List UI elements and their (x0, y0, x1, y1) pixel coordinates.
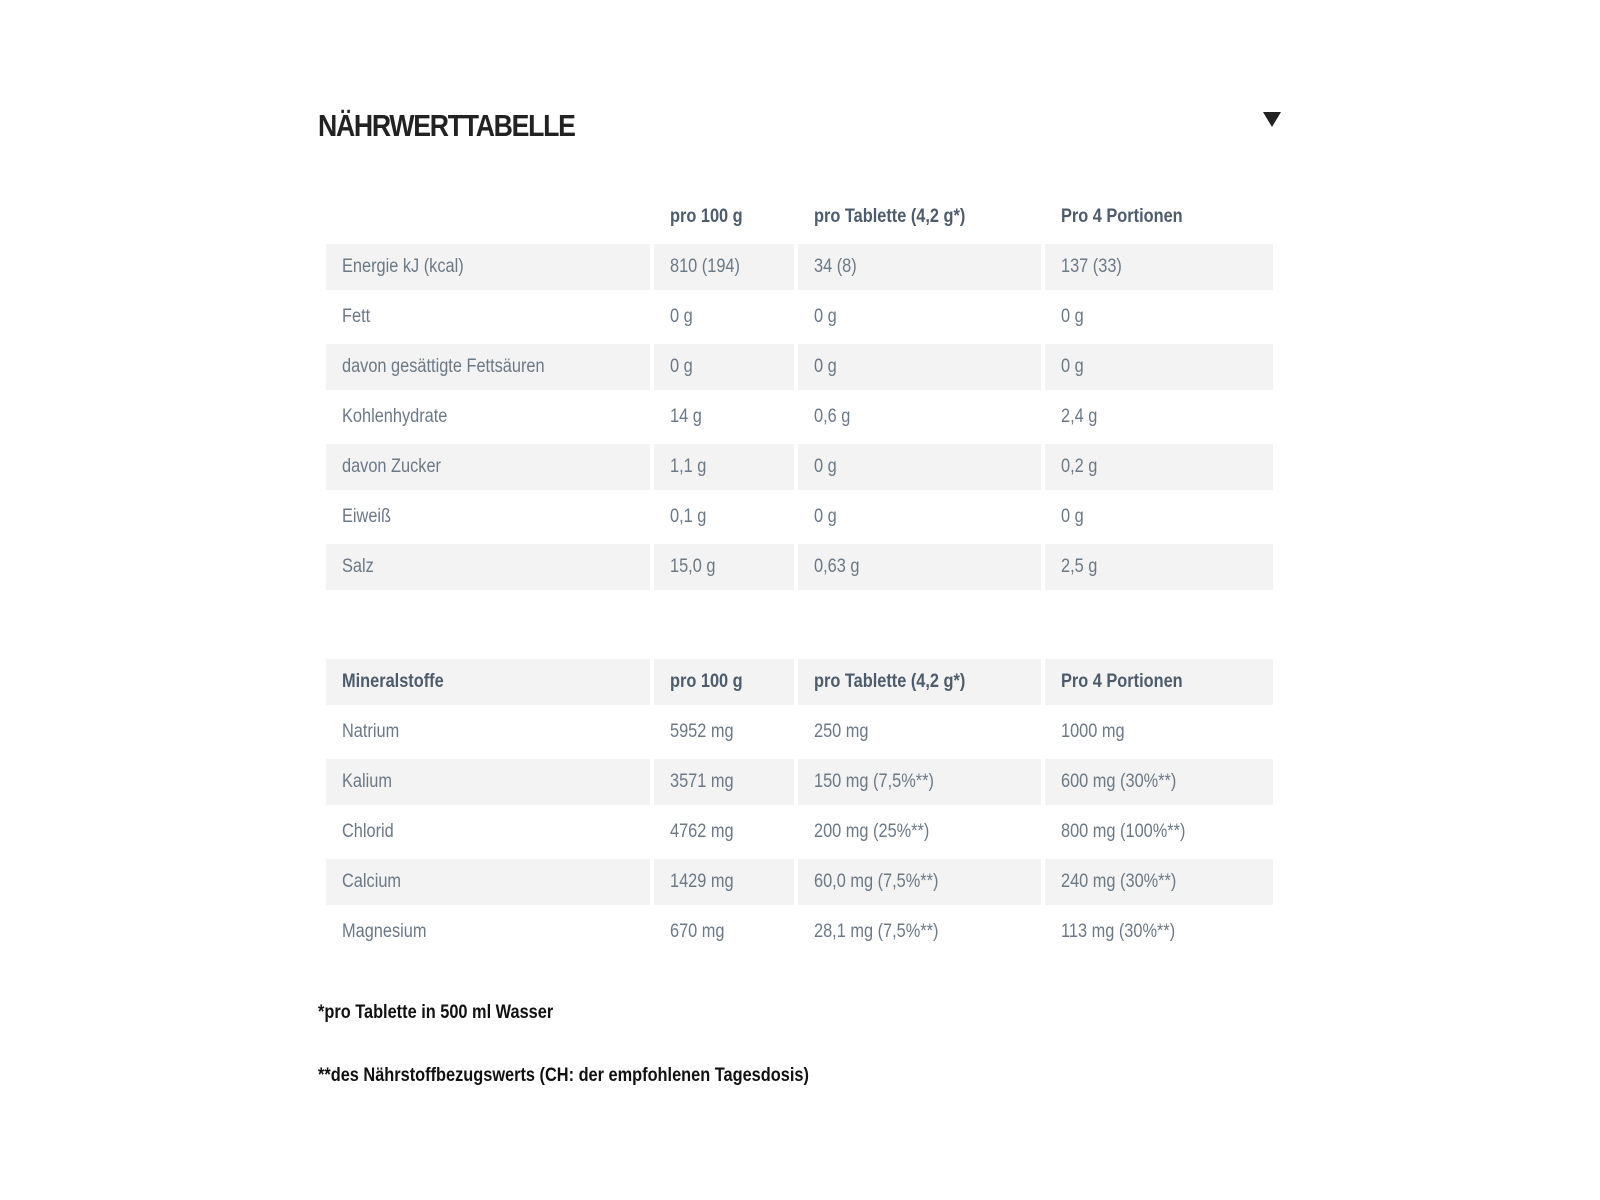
value-cell: 200 mg (25%**) (814, 821, 930, 842)
value-cell: 14 g (670, 406, 702, 427)
value-cell: 0,2 g (1045, 444, 1273, 490)
value-cell: 4762 mg (670, 821, 734, 842)
triangle-down-icon[interactable] (1263, 112, 1281, 127)
value-cell: 2,4 g (1061, 406, 1098, 427)
value-cell: 137 (33) (1045, 244, 1273, 290)
table-row (326, 759, 1273, 805)
value-cell: 0,63 g (798, 544, 1041, 590)
value-cell: 0 g (670, 306, 693, 327)
value-cell: 810 (194) (654, 244, 794, 290)
table-row (326, 544, 1273, 590)
table-header-row (326, 194, 1273, 240)
mineral-label: Magnesium (342, 921, 427, 942)
table-row (326, 344, 1273, 390)
footnote-serving: *pro Tablette in 500 ml Wasser (318, 1002, 554, 1023)
value-cell: 34 (8) (798, 244, 1041, 290)
value-cell: 3571 mg (654, 759, 794, 805)
value-cell: 670 mg (670, 921, 725, 942)
value-cell: 0 g (1061, 306, 1084, 327)
column-header: Pro 4 Portionen (1061, 206, 1183, 227)
table-header-row (326, 659, 1273, 705)
nutrition-table (322, 190, 1277, 594)
table-row (326, 444, 1273, 490)
mineral-label: Calcium (326, 859, 650, 905)
value-cell: 800 mg (100%**) (1061, 821, 1186, 842)
nutrient-label: Kohlenhydrate (342, 406, 448, 427)
table-row (326, 294, 1273, 340)
value-cell: 2,5 g (1045, 544, 1273, 590)
value-cell: 0,6 g (814, 406, 851, 427)
column-header: pro 100 g (654, 659, 794, 705)
value-cell: 15,0 g (654, 544, 794, 590)
value-cell: 28,1 mg (7,5%**) (814, 921, 939, 942)
value-cell: 1000 mg (1061, 721, 1125, 742)
table-row (326, 494, 1273, 540)
page-title: NÄHRWERTTABELLE (318, 108, 575, 143)
value-cell: 0 g (798, 344, 1041, 390)
table-row (326, 909, 1273, 955)
column-header (326, 194, 650, 240)
value-cell: 250 mg (814, 721, 869, 742)
mineral-label: Chlorid (342, 821, 394, 842)
nutrient-label: davon gesättigte Fettsäuren (326, 344, 650, 390)
value-cell: 0 g (814, 506, 837, 527)
table-row (326, 244, 1273, 290)
nutrient-label: Fett (342, 306, 371, 327)
value-cell: 240 mg (30%**) (1045, 859, 1273, 905)
nutrient-label: davon Zucker (326, 444, 650, 490)
value-cell: 5952 mg (670, 721, 734, 742)
nutrient-label: Energie kJ (kcal) (326, 244, 650, 290)
nutrient-label: Salz (326, 544, 650, 590)
value-cell: 1,1 g (654, 444, 794, 490)
value-cell: 0 g (814, 306, 837, 327)
value-cell: 0,1 g (670, 506, 707, 527)
table-row (326, 859, 1273, 905)
table-row (326, 394, 1273, 440)
value-cell: 60,0 mg (7,5%**) (798, 859, 1041, 905)
column-header: Mineralstoffe (326, 659, 650, 705)
value-cell: 113 mg (30%**) (1061, 921, 1176, 942)
table-row (326, 709, 1273, 755)
mineral-label: Kalium (326, 759, 650, 805)
column-header: pro 100 g (670, 206, 743, 227)
value-cell: 150 mg (7,5%**) (798, 759, 1041, 805)
nutrient-label: Eiweiß (342, 506, 392, 527)
value-cell: 0 g (798, 444, 1041, 490)
value-cell: 0 g (1061, 506, 1084, 527)
value-cell: 600 mg (30%**) (1045, 759, 1273, 805)
column-header: pro Tablette (4,2 g*) (798, 659, 1041, 705)
column-header: Pro 4 Portionen (1045, 659, 1273, 705)
footnote-reference-intake: **des Nährstoffbezugswerts (CH: der empfohlenen Tagesdosis) (318, 1065, 809, 1086)
table-row (326, 809, 1273, 855)
mineral-label: Natrium (342, 721, 400, 742)
value-cell: 0 g (1045, 344, 1273, 390)
value-cell: 0 g (654, 344, 794, 390)
column-header: pro Tablette (4,2 g*) (814, 206, 966, 227)
value-cell: 1429 mg (654, 859, 794, 905)
minerals-table (322, 655, 1277, 959)
